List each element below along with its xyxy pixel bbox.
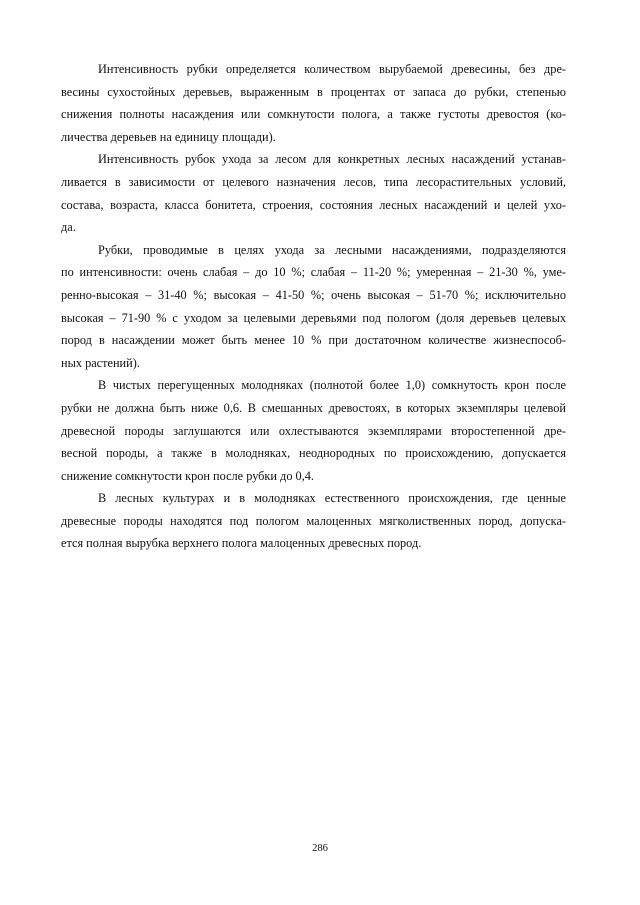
text-line: высокая – 71-90 % с уходом за целевыми деревьями под пологом (доля деревьев целевых xyxy=(61,310,566,325)
paragraph-intensity-classes xyxy=(61,239,566,375)
text-line: В лесных культурах и в молодняках естественного происхождения, где ценные xyxy=(98,491,566,506)
text-line: древесной породы заглушаются или охлестываются экземплярами второстепенной дре- xyxy=(61,423,566,438)
text-line: древесные породы находятся под пологом малоценных мягколиственных пород, допуска- xyxy=(61,513,566,528)
text-line: состава, возраста, класса бонитета, строения, состояния лесных насаждений и целей ухо- xyxy=(61,197,566,212)
text-line: ется полная вырубка верхнего полога малоценных древесных пород. xyxy=(61,536,422,551)
page-number: 286 xyxy=(312,843,328,854)
paragraph-forest-cultures xyxy=(61,487,566,555)
text-line: пород в насаждении может быть менее 10 % при достаточном количестве жизнеспособ- xyxy=(61,333,566,348)
text-line: да. xyxy=(61,220,76,235)
text-line: личества деревьев на единицу площади). xyxy=(61,129,276,144)
text-line: рубки не должна быть ниже 0,6. В смешанных древостоях, в которых экземпляры целевой xyxy=(61,400,566,415)
text-line: по интенсивности: очень слабая – до 10 %; слабая – 11-20 %; умеренная – 21-30 %, уме- xyxy=(61,265,566,280)
paragraph-young-stands xyxy=(61,374,566,487)
text-line: Рубки, проводимые в целях ухода за лесными насаждениями, подразделяются xyxy=(98,242,566,257)
text-line: снижение сомкнутости крон после рубки до 0,4. xyxy=(61,468,314,483)
paragraph-intensity-determination xyxy=(61,148,566,238)
text-line: ренно-высокая – 31-40 %; высокая – 41-50 %; очень высокая – 51-70 %; исключительно xyxy=(61,287,566,302)
text-line: весной породы, а также в молодняках, неоднородных по происхождению, допускается xyxy=(61,446,566,461)
paragraph-cutting-intensity-definition xyxy=(61,58,566,148)
text-line: ных растений). xyxy=(61,355,140,370)
text-line: весины сухостойных деревьев, выраженным в процентах от запаса до рубки, степенью xyxy=(61,84,566,99)
text-line: В чистых перегущенных молодняках (полнотой более 1,0) сомкнутость крон после xyxy=(98,378,566,393)
text-line: снижения полноты насаждения или сомкнутости полога, а также густоты древостоя (ко- xyxy=(61,107,566,122)
text-line: Интенсивность рубок ухода за лесом для конкретных лесных насаждений устанав- xyxy=(98,152,566,167)
text-line: Интенсивность рубки определяется количеством вырубаемой древесины, без дре- xyxy=(98,62,566,76)
text-line: ливается в зависимости от целевого назначения лесов, типа лесорастительных условий, xyxy=(61,174,566,189)
body-text xyxy=(61,58,566,555)
